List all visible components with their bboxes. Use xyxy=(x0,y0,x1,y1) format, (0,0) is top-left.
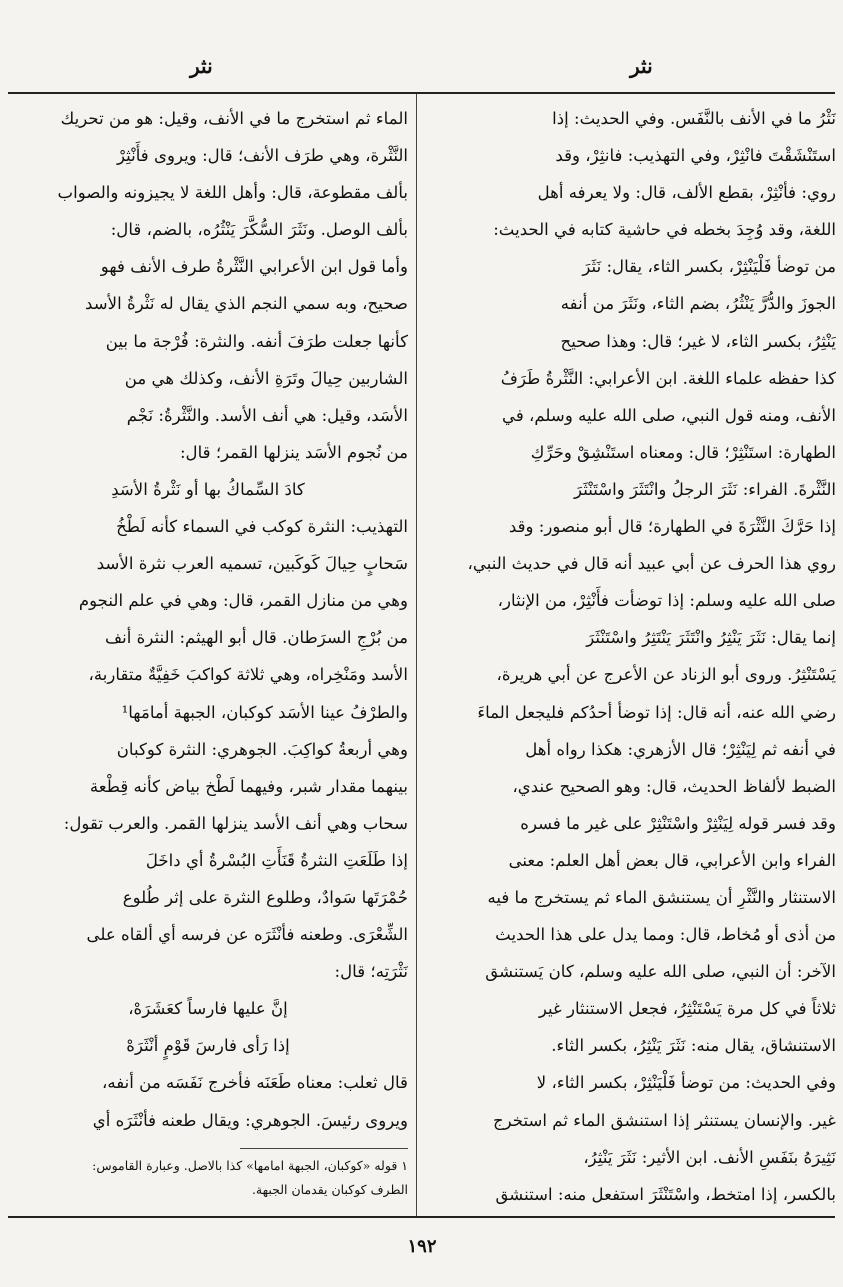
text-line: نَثْرَتِه؛ قال: xyxy=(334,962,408,982)
text-line: الأسَد، وقيل: هي أنف الأسد. والنَّثْرةُ: نَجْم xyxy=(126,405,408,425)
text-line: نَثِيرَهُ بنَفَسِ الأنف. ابن الأثير: نَثَرَ يَنْثِرُ، xyxy=(583,1147,836,1167)
text-line: النَّثْرةَ. الفراء: نَثَرَ الرجلُ وانْتَثَرَ واسْتَنْثَرَ xyxy=(574,479,836,499)
text-line: صحيح، وبه سمي النجم الذي يقال له نَثْرةُ الأسد xyxy=(85,294,408,314)
poem-verse: إذا رَأى فارسَ قَوْمٍ أنْثَرَهْ xyxy=(126,1036,290,1056)
text-line: وأما قول ابن الأعرابي النَّثْرةُ طرف الأنف فهو xyxy=(100,257,408,277)
text-line: كأنها جعلت طرَفَ أنفه. والنثرة: فُرْجة ما بين xyxy=(105,331,408,351)
text-line: قال ثعلب: معناه طَعَنَه فأخرج نَفَسَه من أنفه، xyxy=(102,1073,408,1093)
footer-rule xyxy=(8,1216,835,1218)
text-line: سَحابٍ حِيالَ كَوكَبين، تسميه العرب نثرة الأسد xyxy=(96,554,408,574)
text-line: وقد فسر قوله لِيَنْثِرْ واسْتَنْثِرْ على غير ما فسره xyxy=(520,813,836,833)
running-head-left: نثر xyxy=(190,54,213,78)
text-line: وهي أربعةُ كواكِبَ. الجوهري: النثرة كوكبان xyxy=(116,739,408,759)
text-line: بالكسر، إذا امتخط، واسْتَنْثَرَ استفعل منه: استنشق xyxy=(495,1184,836,1204)
text-line: اللغة، وقد وُجِدَ بخطه في حاشية كتابه في الحديث: xyxy=(493,220,836,240)
text-line: التهذيب: النثرة كوكب في السماء كأنه لَطْخُ xyxy=(116,517,408,537)
text-line: إذا حَرَّكَ النَّثْرَةَ في الطهارة؛ قال أبو منصور: وقد xyxy=(508,517,836,537)
text-line: رضي الله عنه، أنه قال: إذا توضأ أحدُكم فليجعل الماءَ xyxy=(477,702,836,722)
text-line: الفراء وابن الأعرابي، قال بعض أهل العلم: معنى xyxy=(508,850,836,870)
text-line: الضبط لألفاظ الحديث، قال: وهو الصحيح عندي، xyxy=(512,776,836,796)
text-line: الاستنثار والنَّثْرِ أن يستنشق الماء ثم يستخرج ما فيه xyxy=(487,887,836,907)
text-line: الجوزَ والدُّرَّ يَنْثُرُ، بضم الثاء، ونَثَرَ من أنفه xyxy=(560,294,836,314)
left-column xyxy=(8,100,408,1139)
page-number: ١٩٢ xyxy=(407,1236,437,1257)
text-line: والطرْفُ عينا الأسَد كوكبان، الجبهة أمامَها¹ xyxy=(121,702,408,722)
text-line: روي هذا الحرف عن أبي عبيد أنه قال في حديث النبي، xyxy=(467,554,836,574)
footnote-line: الطرف كوكبان يقدمان الجبهة. xyxy=(251,1182,408,1197)
text-line: وفي الحديث: من توضأ فَلْيَنْثِرْ، بكسر الثاء، لا xyxy=(536,1073,836,1093)
text-line: إنما يقال: نَثَرَ يَنْثِرُ وانْتَثَرَ يَنْتَثِرُ واسْتَنْثَرَ xyxy=(586,628,836,648)
text-line: النَّثْرة، وهي طرَف الأنف؛ قال: ويروى فأَنْثِرْ xyxy=(116,146,408,166)
text-line: ثلاثاً في كل مرة يَسْتَنْثِرُ، فجعل الاستنثار غير xyxy=(538,999,836,1019)
text-line: الأسد ومَنْخِراه، وهي ثلاثة كواكبَ خَفِيَّةٌ متقاربة، xyxy=(88,665,408,685)
text-line: إذا طَلَعَتِ النثرةُ قَنَأَتِ البُسْرةُ أي داخَلَ xyxy=(145,850,408,870)
text-line: بألف مقطوعة، قال: وأهل اللغة لا يجيزونه والصواب xyxy=(57,183,408,203)
text-line: حُمْرَتَها سَوادٌ، وطلوع النثرة على إثر طُلوع xyxy=(122,887,408,907)
text-line: من بُرْجِ السرَطان. قال أبو الهيثم: النثرة أنف xyxy=(104,628,408,648)
text-line: الشاربين حِيالَ وتَرَةِ الأنف، وكذلك هي من xyxy=(124,368,408,388)
header-rule xyxy=(8,92,835,94)
text-line: سحاب وهي أنف الأسد ينزلها القمر. والعرب تقول: xyxy=(63,813,408,833)
footnote-rule xyxy=(240,1148,408,1149)
text-line: من نُجوم الأسَد ينزلها القمر؛ قال: xyxy=(179,442,408,462)
text-line: الماء ثم استخرج ما في الأنف، وقيل: هو من تحريك xyxy=(60,109,408,128)
running-head-right: نثر xyxy=(630,54,653,78)
text-line: وهي من منازل القمر، قال: وهي في علم النجوم xyxy=(78,591,408,611)
poem-verse: إنَّ عليها فارساً كعَشَرَهْ، xyxy=(128,999,288,1019)
text-line: الشِّعْرَى. وطعنه فأنْثَرَه عن فرسه أي ألقاه على xyxy=(86,925,408,945)
footnote-line: ١ قوله «كوكبان، الجبهة امامها» كذا بالاصل. وعبارة القاموس: xyxy=(92,1158,408,1173)
text-line: استَنْشَقْتَ فانْثِرْ، وفي التهذيب: فانثِرْ، وقد xyxy=(555,146,836,166)
right-column xyxy=(426,100,836,1213)
text-line: يَنْثِرُ، بكسر الثاء، لا غير؛ قال: وهذا صحيح xyxy=(560,331,836,351)
text-line: الطهارة: استَنْثِرْ؛ قال: ومعناه استَنْشِقْ وحَرِّكِ xyxy=(530,442,836,462)
text-line: الأنف، ومنه قول النبي، صلى الله عليه وسلم، في xyxy=(502,405,836,425)
poem-verse: كادَ السِّماكُ بها أو نَثْرةُ الأسَدِ xyxy=(111,479,305,499)
column-divider xyxy=(416,94,417,1216)
text-line: يَسْتَنْثِرُ. وروى أبو الزناد عن الأعرج عن أبي هريرة، xyxy=(496,665,836,685)
text-line: نَثْرُ ما في الأنف بالنَّفَس. وفي الحديث: إذا xyxy=(552,109,836,128)
text-line: الآخر: أن النبي، صلى الله عليه وسلم، كان يَستنشق xyxy=(485,962,836,982)
text-line: من توضأ فَلْيَنْثِرْ، بكسر الثاء، يقال: نَثَرَ xyxy=(582,257,836,277)
text-line: في أنفه ثم لِيَنْثِرْ؛ قال الأزهري: هكذا رواه أهل xyxy=(525,739,836,759)
text-line: روي: فأنْثِرْ، بقطع الألف، قال: ولا يعرفه أهل xyxy=(537,183,836,203)
text-line: غير. والإنسان يستنثر إذا استنشق الماء ثم استخرج xyxy=(492,1110,836,1130)
text-line: ويروى رئيسَ. الجوهري: ويقال طعنه فأنْثَرَه أي xyxy=(92,1110,408,1130)
text-line: بينهما مقدار شبر، وفيهما لَطْخ بياض كأنه قِطْعة xyxy=(89,776,408,796)
text-line: صلى الله عليه وسلم: إذا توضأت فأَنْثِرْ، من الإنثار، xyxy=(497,591,836,611)
text-line: الاستنشاق، يقال منه: نَثَرَ يَنْثِرُ، بكسر الثاء. xyxy=(551,1036,836,1056)
text-line: من أذى أو مُخاط، قال: ومما يدل على هذا الحديث xyxy=(495,925,836,945)
text-line: كذا حفظه علماء اللغة. ابن الأعرابي: النَّثْرةُ طَرَفُ xyxy=(500,368,836,388)
footnote xyxy=(8,1154,408,1202)
text-line: بألف الوصل. ونَثَرَ السُّكَّرَ يَنْثُرُه، بالضم، قال: xyxy=(110,220,408,240)
